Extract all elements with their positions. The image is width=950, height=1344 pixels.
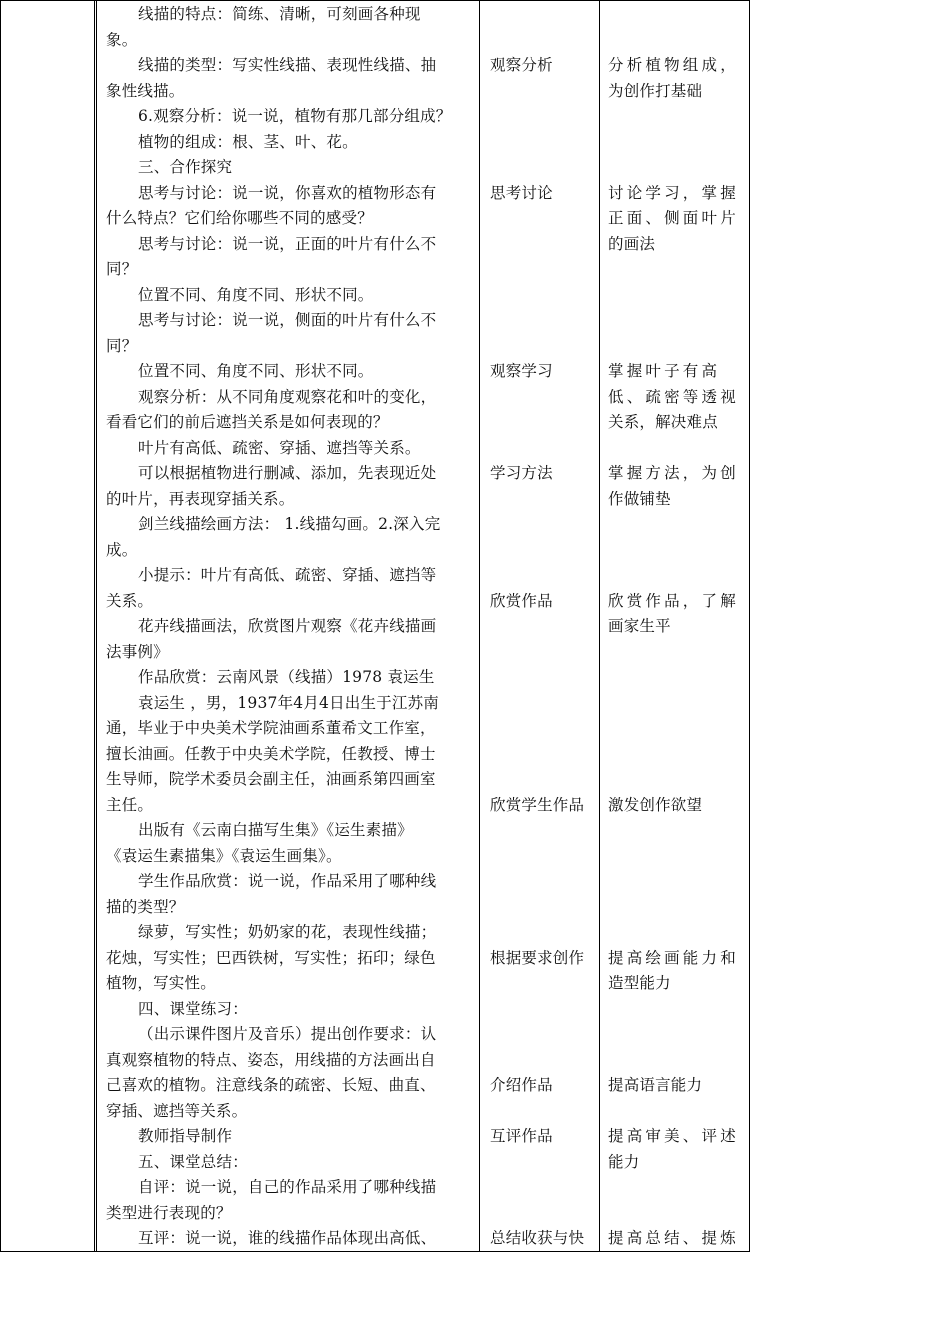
activity-item: 互评作品	[490, 1127, 553, 1145]
content-line: 6.观察分析：说一说，植物有那几部分组成？	[138, 107, 452, 125]
content-line: 剑兰线描绘画方法： 1.线描勾画。2.深入完	[138, 515, 441, 533]
content-line: 小提示：叶片有高低、疏密、穿插、遮挡等	[138, 566, 437, 584]
activity-item: 根据要求创作	[490, 949, 585, 967]
content-line: 真观察植物的特点、姿态，用线描的方法画出自	[106, 1051, 436, 1069]
content-line: 《袁运生素描集》《袁运生画集》。	[106, 847, 342, 865]
goal-line: 讨论学习，掌握	[608, 184, 739, 202]
content-line: 植物，写实性。	[106, 974, 216, 992]
content-line: 己喜欢的植物。注意线条的疏密、长短、曲直、	[106, 1076, 436, 1094]
goal-line: 正面、侧面叶片	[608, 209, 739, 227]
goal-line: 掌握叶子有高	[608, 362, 721, 380]
column-divider-3	[479, 0, 480, 1252]
content-line: 自评：说一说，自己的作品采用了哪种线描	[138, 1178, 437, 1196]
goal-line: 关系，解决难点	[608, 413, 718, 431]
content-line: 互评：说一说，谁的线描作品体现出高低、	[138, 1229, 437, 1247]
activity-item: 介绍作品	[490, 1076, 553, 1094]
column-divider-4	[599, 0, 600, 1252]
content-line: 叶片有高低、疏密、穿插、遮挡等关系。	[138, 439, 421, 457]
content-line: 线描的类型：写实性线描、表现性线描、抽	[138, 56, 437, 74]
goal-line: 的画法	[608, 235, 656, 253]
content-line: 可以根据植物进行删减、添加，先表现近处	[138, 464, 437, 482]
content-line: 主任。	[106, 796, 154, 814]
content-line: 位置不同、角度不同、形状不同。	[138, 286, 374, 304]
table-top-border	[0, 0, 750, 1]
content-line: 学生作品欣赏：说一说，作品采用了哪种线	[138, 872, 437, 890]
column-divider-1	[94, 0, 95, 1252]
content-line: 位置不同、角度不同、形状不同。	[138, 362, 374, 380]
goal-line: 作做铺垫	[608, 490, 671, 508]
content-line: 通，毕业于中央美术学院油画系董希文工作室，	[106, 719, 436, 737]
content-line: 关系。	[106, 592, 154, 610]
activity-item: 观察分析	[490, 56, 553, 74]
activity-item: 学习方法	[490, 464, 553, 482]
content-line: 法事例》	[106, 643, 169, 661]
content-line: 袁运生 ，男，1937年4月4日出生于江苏南	[138, 694, 439, 712]
activity-item: 思考讨论	[490, 184, 553, 202]
goal-line: 提高审美、评述	[608, 1127, 739, 1145]
content-line: 思考与讨论：说一说，侧面的叶片有什么不	[138, 311, 437, 329]
section-heading: 五、课堂总结：	[138, 1153, 248, 1171]
content-line: 的叶片，再表现穿插关系。	[106, 490, 295, 508]
content-line: 看看它们的前后遮挡关系是如何表现的？	[106, 413, 389, 431]
section-heading: 三、合作探究	[138, 158, 233, 176]
content-line: 象。	[106, 31, 138, 49]
activity-item: 欣赏学生作品	[490, 796, 585, 814]
goal-line: 能力	[608, 1153, 640, 1171]
content-line: 作品欣赏：云南风景（线描）1978 袁运生	[138, 668, 435, 686]
content-line: 线描的特点：简练、清晰，可刻画各种现	[138, 5, 421, 23]
goal-line: 分析植物组成，	[608, 56, 739, 74]
content-line: 描的类型？	[106, 898, 185, 916]
content-line: 教师指导制作	[138, 1127, 233, 1145]
content-line: 花卉线描画法，欣赏图片观察《花卉线描画	[138, 617, 437, 635]
goal-line: 欣赏作品，了解	[608, 592, 739, 610]
content-line: 观察分析：从不同角度观察花和叶的变化，	[138, 388, 437, 406]
content-line: 成。	[106, 541, 138, 559]
content-line: 类型进行表现的？	[106, 1204, 232, 1222]
section-heading: 四、课堂练习：	[138, 1000, 248, 1018]
activity-item: 总结收获与快	[490, 1229, 585, 1247]
content-line: 穿插、遮挡等关系。	[106, 1102, 248, 1120]
goal-line: 提高语言能力	[608, 1076, 703, 1094]
goal-line: 造型能力	[608, 974, 671, 992]
goal-line: 提高总结、提炼	[608, 1229, 739, 1247]
content-line: 植物的组成：根、茎、叶、花。	[138, 133, 358, 151]
goal-line: 为创作打基础	[608, 82, 703, 100]
content-line: 绿萝，写实性；奶奶家的花，表现性线描；	[138, 923, 437, 941]
activity-item: 欣赏作品	[490, 592, 553, 610]
content-line: 同？	[106, 260, 138, 278]
content-line: 出版有《云南白描写生集》《运生素描》	[138, 821, 413, 839]
goal-line: 低、疏密等透视	[608, 388, 739, 406]
goal-line: 掌握方法，为创	[608, 464, 739, 482]
goal-line: 提高绘画能力和	[608, 949, 739, 967]
content-line: 花烛，写实性；巴西铁树，写实性；拓印；绿色	[106, 949, 436, 967]
table-border-right	[749, 0, 750, 1252]
content-line: 生导师，院学术委员会副主任，油画系第四画室	[106, 770, 436, 788]
column-divider-2	[96, 0, 97, 1252]
goal-line: 画家生平	[608, 617, 671, 635]
content-line: （出示课件图片及音乐）提出创作要求：认	[138, 1025, 437, 1043]
activity-item: 观察学习	[490, 362, 553, 380]
goal-line: 激发创作欲望	[608, 796, 703, 814]
content-line: 思考与讨论：说一说，你喜欢的植物形态有	[138, 184, 437, 202]
content-line: 擅长油画。任教于中央美术学院，任教授、博士	[106, 745, 436, 763]
content-line: 什么特点？它们给你哪些不同的感受？	[106, 209, 373, 227]
content-line: 思考与讨论：说一说，正面的叶片有什么不	[138, 235, 437, 253]
table-border-left	[0, 0, 1, 1252]
content-line: 象性线描。	[106, 82, 185, 100]
content-line: 同？	[106, 337, 138, 355]
